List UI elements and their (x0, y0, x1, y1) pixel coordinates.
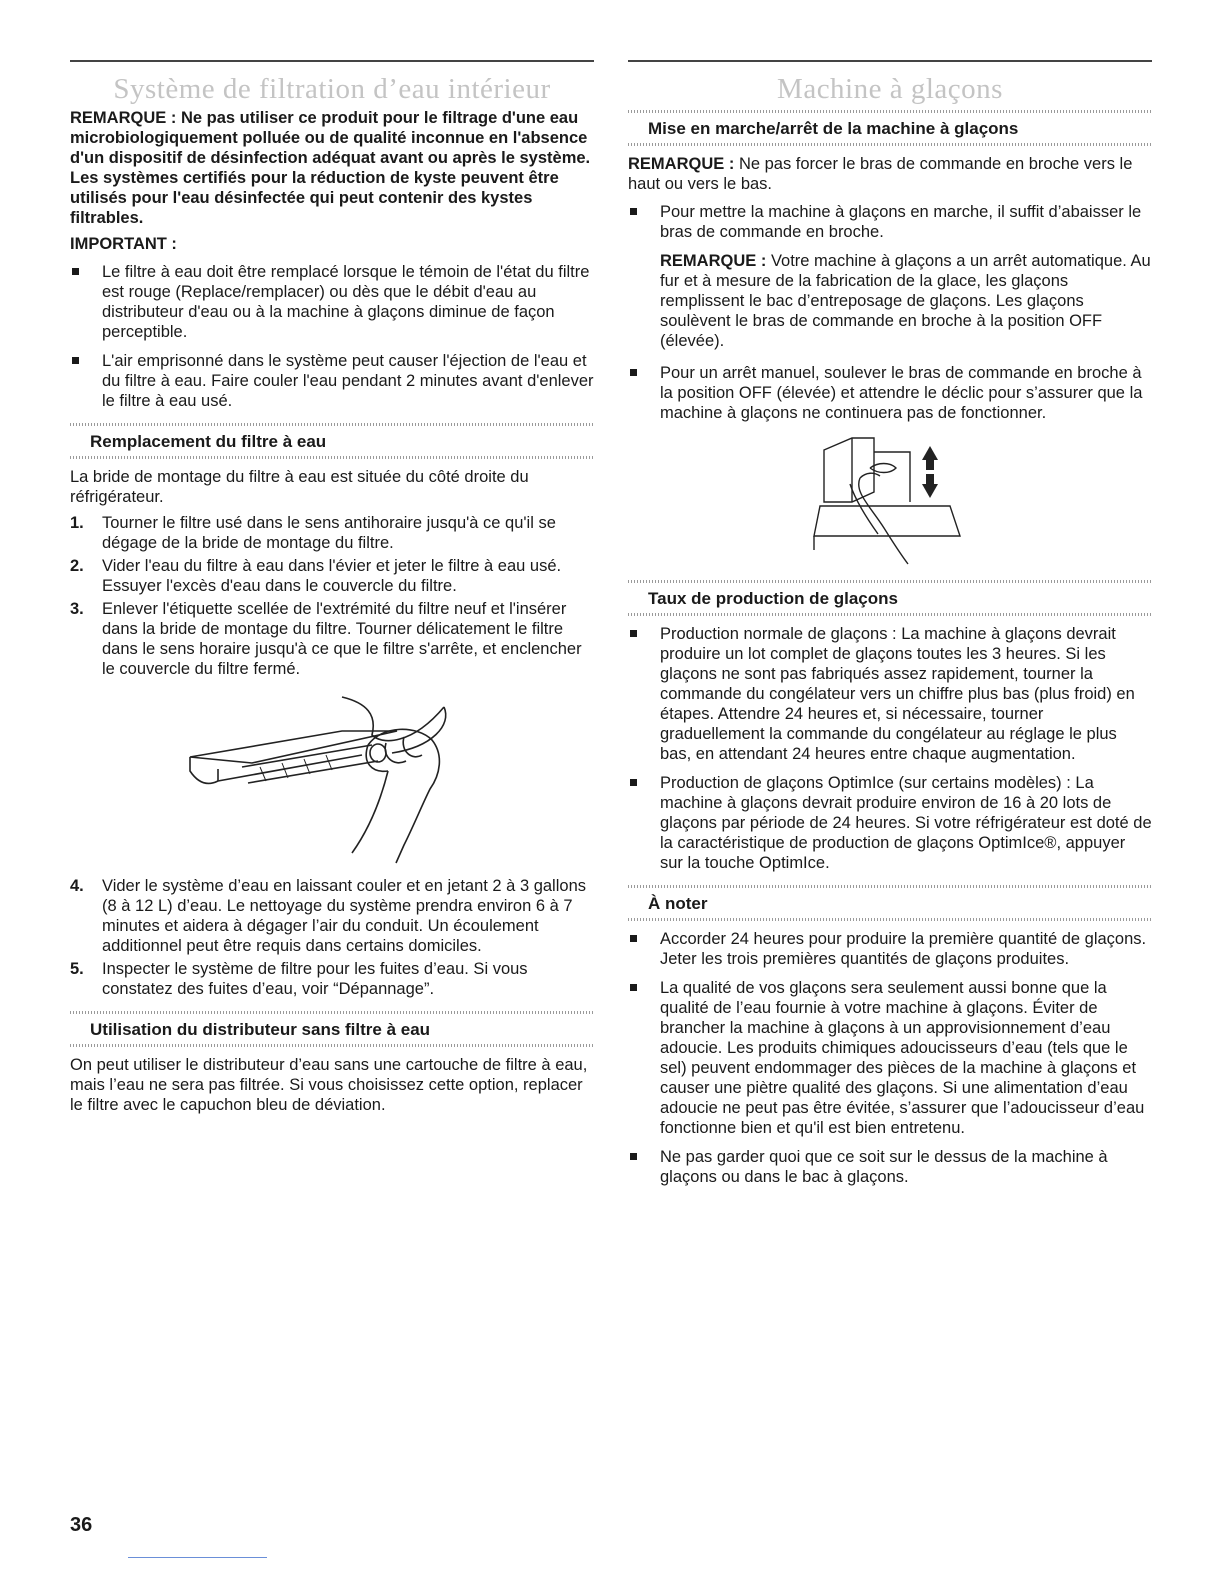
list-item: Production normale de glaçons : La machine à glaçons devrait produire un lot complet de glaçons toutes les 3 heures. Si les glaçons ne sont pas fabriqués assez rapidement, tourner la commande du congélateur vers un chiffre plus bas (plus froid) en étapes. Attendre 24 heures et, si nécessaire, tourner graduellement la commande du congélateur au réglage le plus bas, en attendant 24 heures entre chaque augmentation. (628, 624, 1152, 764)
step-item: 4. Vider le système d’eau en laissant couler et en jetant 2 à 3 gallons (8 à 12 L) d’eau. Le nettoyage du système prendra environ 6 à 7 minutes et aidera à dégager l’air du conduit. Un écoulement additionnel peut être requis dans certains domiciles. (70, 877, 586, 955)
remarque-label: REMARQUE : (70, 109, 177, 127)
icemaker-arm-illustration (810, 432, 970, 568)
footer-rule (128, 1557, 267, 1558)
list-item: La qualité de vos glaçons sera seulement aussi bonne que la qualité de l’eau fournie à votre machine à glaçons. Éviter de brancher la machine à glaçons à un approvisionnement d’eau adoucie. Les produits chimiques adoucisseurs d’eau (tels que le sel) peuvent endommager des pièces de la machine à glaçons et causer une piètre qualité des glaçons. Si une alimentation d’eau adoucie ne peut pas être évitée, s’assurer que l’adoucisseur d’eau fonctionne bien et qu'il est bien entretenu. (628, 978, 1152, 1138)
square-bullet-icon (630, 630, 637, 637)
important-label: IMPORTANT : (70, 235, 177, 253)
replacement-steps-b (70, 876, 594, 999)
list-item: Pour mettre la machine à glaçons en marche, il suffit d’abaisser le bras de commande en broche. (628, 202, 1152, 242)
step-item: 5. Inspecter le système de filtre pour les fuites d’eau. Si vous constatez des fuites d’eau, voir “Dépannage”. (70, 960, 528, 998)
remarque-warning (70, 108, 594, 228)
replacement-steps-a (70, 513, 594, 679)
notes-heading: À noter (648, 894, 708, 913)
list-item: Le filtre à eau doit être remplacé lorsque le témoin de l'état du filtre est rouge (Replace/remplacer) ou dès que le débit d'eau au distributeur d'eau ou à la machine à glaçons diminue de façon perceptible. (70, 262, 594, 342)
list-item: Pour un arrêt manuel, soulever le bras de commande en broche à la position OFF (élevée) et attendre le déclic pour s’assurer que la machine à glaçons ne continuera pas de fonctionner. (628, 363, 1152, 423)
rate-list (628, 624, 1152, 873)
note-auto-stop: REMARQUE : Votre machine à glaçons a un arrêt automatique. Au fur et à mesure de la fabrication de la glace, les glaçons remplissent le bac d’entreposage de glaçons. Les glaçons soulèvent le bras de commande en broche à la position OFF (élevée). (660, 252, 1151, 350)
list-item: Accorder 24 heures pour produire la première quantité de glaçons. Jeter les trois premières quantités de glaçons produites. (628, 929, 1152, 969)
remarque-text: Ne pas utiliser ce produit pour le filtrage d'une eau microbiologiquement polluée ou de qualité inconnue en l'absence d'un dispositif de désinfection adéquat avant ou après le système. Les systèmes certifiés pour la réduction de kyste peuvent être utilisés pour l'eau désinfectée qui peut contenir des kystes filtrables. (70, 109, 591, 227)
step-item: 1. Tourner le filtre usé dans le sens antihoraire jusqu'à ce qu'il se dégage de la bride de montage du filtre. (70, 514, 556, 552)
page-number: 36 (70, 1514, 93, 1536)
square-bullet-icon (630, 208, 637, 215)
square-bullet-icon (630, 984, 637, 991)
filter-replacement-illustration (182, 685, 482, 870)
important-list (70, 262, 594, 411)
rate-heading-block (628, 580, 1152, 616)
step-item: 3. Enlever l'étiquette scellée de l'extrémité du filtre neuf et l'insérer dans la bride de montage du filtre. Tourner délicatement le filtre dans le sens horaire jusqu'à ce que le filtre s'arrête, et enclencher le couvercle du filtre fermé. (70, 600, 582, 678)
dotted-rule (628, 613, 1152, 616)
list-item: Ne pas garder quoi que ce soit sur le dessus de la machine à glaçons ou dans le bac à glaçons. (628, 1147, 1152, 1187)
top-rule (70, 60, 594, 62)
nofilter-heading: Utilisation du distributeur sans filtre à eau (90, 1020, 431, 1039)
dotted-rule (70, 456, 594, 459)
dotted-rule (628, 918, 1152, 921)
onoff-heading: Mise en marche/arrêt de la machine à glaçons (648, 119, 1019, 138)
right-column (628, 60, 1152, 1196)
left-column (70, 60, 594, 1115)
square-bullet-icon (630, 1153, 637, 1160)
replacement-intro: La bride de montage du filtre à eau est située du côté droite du réfrigérateur. (70, 468, 529, 506)
replacement-heading: Remplacement du filtre à eau (90, 432, 327, 451)
nofilter-heading-block (70, 1011, 594, 1047)
note-label: REMARQUE : (628, 155, 735, 173)
section-title-filtration: Système de filtration d’eau intérieur (113, 73, 551, 105)
square-bullet-icon (72, 357, 79, 364)
square-bullet-icon (630, 779, 637, 786)
replacement-heading-block (70, 423, 594, 459)
note-force: REMARQUE : Ne pas forcer le bras de commande en broche vers le haut ou vers le bas. (628, 155, 1133, 193)
square-bullet-icon (630, 935, 637, 942)
section-title-icemaker: Machine à glaçons (777, 73, 1003, 105)
dotted-rule (70, 1044, 594, 1047)
square-bullet-icon (72, 268, 79, 275)
step-item: 2. Vider l'eau du filtre à eau dans l'évier et jeter le filtre à eau usé. Essuyer l'excès d'eau dans le couvercle du filtre. (70, 557, 562, 595)
top-rule (628, 60, 1152, 62)
note-label: REMARQUE : (660, 252, 767, 270)
notes-heading-block (628, 885, 1152, 921)
nofilter-text: On peut utiliser le distributeur d’eau sans une cartouche de filtre à eau, mais l’eau ne sera pas filtrée. Si vous choisissez cette option, replacer le filtre avec le capuchon bleu de déviation. (70, 1056, 588, 1114)
square-bullet-icon (630, 369, 637, 376)
onoff-heading-block (628, 110, 1152, 146)
list-item: Production de glaçons OptimIce (sur certains modèles) : La machine à glaçons devrait produire environ de 16 à 20 lots de glaçons par période de 24 heures. Si votre réfrigérateur est doté de la caractéristique de production de glaçons OptimIce®, appuyer sur la touche OptimIce. (628, 773, 1152, 873)
onoff-list-2 (628, 363, 1152, 423)
rate-heading: Taux de production de glaçons (648, 589, 898, 608)
dotted-rule (628, 143, 1152, 146)
notes-list (628, 929, 1152, 1187)
list-item: L'air emprisonné dans le système peut causer l'éjection de l'eau et du filtre à eau. Faire couler l'eau pendant 2 minutes avant d'enlever le filtre à eau usé. (70, 351, 594, 411)
onoff-list-1 (628, 202, 1152, 242)
